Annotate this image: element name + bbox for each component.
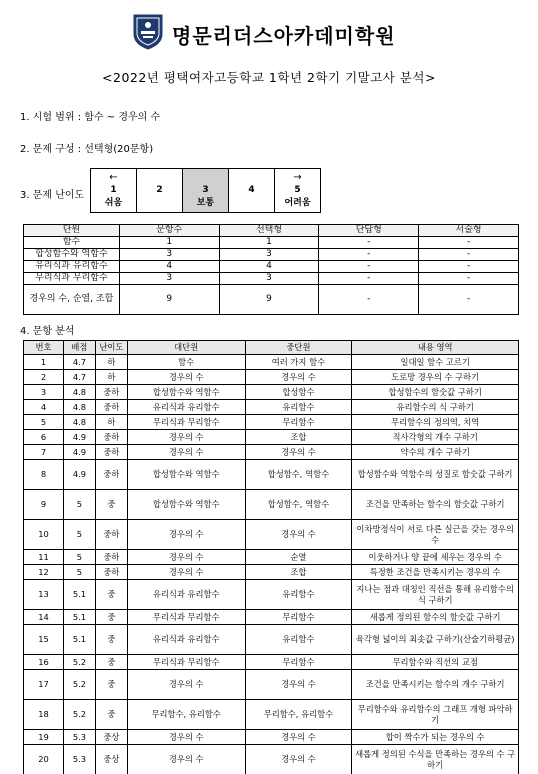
table-cell: 9 (24, 490, 64, 520)
table-cell: 3 (119, 273, 219, 285)
table-cell: 경우의 수 (127, 430, 245, 445)
table-cell: 중 (95, 655, 127, 670)
table-cell: 5.1 (63, 625, 95, 655)
table-cell: 14 (24, 610, 64, 625)
table-cell: 4.8 (63, 385, 95, 400)
table-cell: - (319, 273, 419, 285)
table-cell: 유리함수 (245, 400, 352, 415)
table-row (24, 745, 519, 774)
table-row (24, 490, 519, 520)
table-cell: 무리함수와 직선의 교점 (352, 655, 519, 670)
table-row (24, 249, 519, 261)
table-cell: 5 (63, 550, 95, 565)
difficulty-num: 2 (156, 185, 163, 195)
table-cell: 중 (95, 610, 127, 625)
table-cell: 합성함수와 역함수 (127, 460, 245, 490)
table-cell: 이차방정식이 서로 다른 실근을 갖는 경우의 수 (352, 520, 519, 550)
table-cell: 4.8 (63, 400, 95, 415)
table-row (24, 385, 519, 400)
table-cell: 중하 (95, 520, 127, 550)
table-cell: 1 (119, 237, 219, 249)
table-row (24, 520, 519, 550)
table-cell: 함수 (127, 355, 245, 370)
table-cell: 15 (24, 625, 64, 655)
difficulty-level-3 (183, 169, 229, 213)
table-cell: 경우의 수 (127, 520, 245, 550)
table-cell: 순열 (245, 550, 352, 565)
table-row (24, 550, 519, 565)
table-cell: 무리식과 무리함수 (127, 610, 245, 625)
table-cell: 무리함수 (245, 610, 352, 625)
table-cell: 4.9 (63, 445, 95, 460)
table-row (24, 580, 519, 610)
table-row (24, 370, 519, 385)
column-header: 문항수 (119, 225, 219, 237)
academy-logo-icon (132, 12, 164, 50)
table-row (24, 700, 519, 730)
table-cell: 무리함수, 유리함수 (127, 700, 245, 730)
table-row (24, 400, 519, 415)
table-cell: - (319, 249, 419, 261)
difficulty-num: 5 (294, 185, 301, 195)
table-cell: 합성함수 (245, 385, 352, 400)
table-cell: 3 (24, 385, 64, 400)
table-cell: - (419, 273, 519, 285)
table-cell: 합성함수와 역함수 (127, 385, 245, 400)
table-cell: 경우의 수 (127, 745, 245, 774)
table-cell: 육각형 넓이의 최솟값 구하기(산술기하평균) (352, 625, 519, 655)
table-row (24, 730, 519, 745)
table-cell: 합성함수, 역함수 (245, 490, 352, 520)
table-cell: 조합 (245, 565, 352, 580)
table-cell: 4.8 (63, 415, 95, 430)
table-cell: 유리함수 (245, 625, 352, 655)
table-cell: 9 (219, 285, 319, 315)
right-arrow-icon: → (293, 172, 302, 183)
table-cell: 합성함수와 역함수 (127, 490, 245, 520)
table-cell: 유리함수의 식 구하기 (352, 400, 519, 415)
table-cell: 경우의 수 (127, 550, 245, 565)
table-cell: 17 (24, 670, 64, 700)
table-cell: - (419, 249, 519, 261)
table-row (24, 445, 519, 460)
table-cell: 경우의 수 (245, 370, 352, 385)
question-composition: 2. 문제 구성 : 선택형(20문항) (20, 144, 154, 155)
table-row (24, 610, 519, 625)
table-cell: 경우의 수 (245, 445, 352, 460)
table-cell: 중하 (95, 550, 127, 565)
table-cell: 합성함수와 역함수 (24, 249, 120, 261)
table-cell: 4 (219, 261, 319, 273)
academy-name: 명문리더스아카데미학원 (172, 24, 396, 48)
table-cell: 4.9 (63, 460, 95, 490)
table-cell: 약수의 개수 구하기 (352, 445, 519, 460)
table-cell: 경우의 수 (127, 730, 245, 745)
table-cell: 새롭게 정의된 수식을 만족하는 경우의 수 구하기 (352, 745, 519, 774)
analysis-label: 4. 문항 분석 (20, 326, 75, 337)
table-cell: 도로망 경우의 수 구하기 (352, 370, 519, 385)
table-cell: 하 (95, 415, 127, 430)
left-arrow-icon: ← (109, 172, 118, 183)
table-cell: 5.1 (63, 580, 95, 610)
difficulty-text: 어려움 (284, 198, 311, 208)
difficulty-text: 보통 (196, 198, 215, 208)
table-cell: 함수 (24, 237, 120, 249)
column-header: 중단원 (245, 341, 352, 355)
table-header-row (24, 341, 519, 355)
table-cell: 중하 (95, 430, 127, 445)
header (0, 8, 538, 54)
table-cell: 3 (119, 249, 219, 261)
table-cell: 유리함수 (245, 580, 352, 610)
table-cell: 5 (63, 490, 95, 520)
spacer (183, 171, 228, 184)
table-cell: 10 (24, 520, 64, 550)
table-cell: 5 (24, 415, 64, 430)
table-cell: 유리식과 유리함수 (24, 261, 120, 273)
table-cell: 중상 (95, 745, 127, 774)
difficulty-level-1 (91, 169, 137, 213)
table-cell: 중하 (95, 400, 127, 415)
table-cell: 5.1 (63, 610, 95, 625)
table-cell: 5.2 (63, 655, 95, 670)
table-cell: - (419, 285, 519, 315)
difficulty-num: 4 (248, 185, 255, 195)
table-cell: 새롭게 정의된 함수의 함숫값 구하기 (352, 610, 519, 625)
table-row (24, 460, 519, 490)
table-row (24, 415, 519, 430)
table-cell: 조건을 만족시키는 함수의 개수 구하기 (352, 670, 519, 700)
table-row (24, 285, 519, 315)
table-cell: 지나는 점과 대칭인 직선을 통해 유리함수의 식 구하기 (352, 580, 519, 610)
column-header: 단원 (24, 225, 120, 237)
table-cell: 경우의 수 (245, 670, 352, 700)
column-header: 번호 (24, 341, 64, 355)
table-cell: 여러 가지 함수 (245, 355, 352, 370)
table-cell: 하 (95, 355, 127, 370)
table-cell: 합성함수와 역함수의 성질로 함숫값 구하기 (352, 460, 519, 490)
table-cell: 일대일 함수 고르기 (352, 355, 519, 370)
table-cell: 13 (24, 580, 64, 610)
table-cell: 1 (24, 355, 64, 370)
table-cell: - (319, 285, 419, 315)
table-row (24, 355, 519, 370)
table-cell: 20 (24, 745, 64, 774)
table-cell: 11 (24, 550, 64, 565)
column-header: 선택형 (219, 225, 319, 237)
table-row (24, 565, 519, 580)
table-cell: 중 (95, 625, 127, 655)
table-cell: 무리식과 무리함수 (127, 415, 245, 430)
exam-range: 1. 시험 범위 : 함수 ~ 경우의 수 (20, 112, 161, 123)
table-cell: 8 (24, 460, 64, 490)
table-cell: 조건을 만족하는 함수의 함숫값 구하기 (352, 490, 519, 520)
table-cell: 3 (219, 249, 319, 261)
table-cell: 중 (95, 700, 127, 730)
table-cell: 2 (24, 370, 64, 385)
table-cell: 이웃하거나 양 끝에 세우는 경우의 수 (352, 550, 519, 565)
table-cell: 무리함수, 유리함수 (245, 700, 352, 730)
table-cell: 경우의 수 (245, 745, 352, 774)
table-cell: 중 (95, 580, 127, 610)
column-header: 단답형 (319, 225, 419, 237)
table-cell: 조합 (245, 430, 352, 445)
table-cell: 무리함수 (245, 415, 352, 430)
table-row (24, 430, 519, 445)
table-cell: 중 (95, 670, 127, 700)
table-cell: 9 (119, 285, 219, 315)
table-cell: - (419, 261, 519, 273)
table-cell: 합이 짝수가 되는 경우의 수 (352, 730, 519, 745)
table-cell: 중하 (95, 460, 127, 490)
column-header: 난이도 (95, 341, 127, 355)
table-cell: 경우의 수 (245, 520, 352, 550)
table-cell: 5 (63, 565, 95, 580)
difficulty-label: 3. 문제 난이도 (20, 190, 85, 201)
table-cell: - (419, 237, 519, 249)
table-cell: 합성함수, 역함수 (245, 460, 352, 490)
table-cell: 4.7 (63, 370, 95, 385)
table-cell: 중하 (95, 385, 127, 400)
difficulty-level-4 (229, 169, 275, 213)
table-cell: 무리식과 무리함수 (127, 655, 245, 670)
table-row (24, 655, 519, 670)
table-cell: 5.3 (63, 730, 95, 745)
table-cell: 3 (219, 273, 319, 285)
table-cell: 경우의 수 (127, 565, 245, 580)
table-cell: 합성함수의 함숫값 구하기 (352, 385, 519, 400)
table-cell: 4 (24, 400, 64, 415)
difficulty-scale (90, 168, 321, 213)
table-row (24, 237, 519, 249)
table-cell: 중하 (95, 445, 127, 460)
table-cell: 5.2 (63, 700, 95, 730)
difficulty-level-2 (137, 169, 183, 213)
table-cell: 4.7 (63, 355, 95, 370)
table-cell: - (319, 261, 419, 273)
difficulty-num: 1 (110, 185, 117, 195)
table-cell: 중상 (95, 730, 127, 745)
table-cell: 경우의 수, 순열, 조합 (24, 285, 120, 315)
table-cell: 16 (24, 655, 64, 670)
column-header: 내용 영역 (352, 341, 519, 355)
table-cell: 경우의 수 (245, 730, 352, 745)
table-cell: 5.3 (63, 745, 95, 774)
table-cell: 유리식과 유리함수 (127, 625, 245, 655)
column-header: 배점 (63, 341, 95, 355)
table-cell: 경우의 수 (127, 370, 245, 385)
table-row (24, 625, 519, 655)
table-cell: 무리함수의 정의역, 치역 (352, 415, 519, 430)
table-cell: - (319, 237, 419, 249)
difficulty-num: 3 (202, 185, 209, 195)
table-cell: 4 (119, 261, 219, 273)
table-cell: 중 (95, 490, 127, 520)
table-cell: 무리식과 무리함수 (24, 273, 120, 285)
table-cell: 4.9 (63, 430, 95, 445)
table-cell: 7 (24, 445, 64, 460)
table-cell: 특정한 조건을 만족시키는 경우의 수 (352, 565, 519, 580)
table-cell: 직사각형의 개수 구하기 (352, 430, 519, 445)
table-cell: 유리식과 유리함수 (127, 580, 245, 610)
unit-summary-table (23, 224, 519, 315)
table-cell: 유리식과 유리함수 (127, 400, 245, 415)
table-cell: 경우의 수 (127, 670, 245, 700)
difficulty-text: 쉬움 (104, 198, 123, 208)
table-cell: 5.2 (63, 670, 95, 700)
table-cell: 6 (24, 430, 64, 445)
table-cell: 1 (219, 237, 319, 249)
column-header: 서술형 (419, 225, 519, 237)
table-cell: 19 (24, 730, 64, 745)
table-row (24, 273, 519, 285)
table-cell: 12 (24, 565, 64, 580)
page-title: <2022년 평택여자고등학교 1학년 2학기 기말고사 분석> (102, 70, 436, 85)
table-cell: 무리함수와 유리함수의 그래프 개형 파악하기 (352, 700, 519, 730)
question-analysis-table (23, 340, 519, 774)
table-cell: 하 (95, 370, 127, 385)
table-header-row (24, 225, 519, 237)
difficulty-level-5 (275, 169, 321, 213)
table-cell: 중하 (95, 565, 127, 580)
table-row (24, 261, 519, 273)
column-header: 대단원 (127, 341, 245, 355)
table-row (24, 670, 519, 700)
table-cell: 5 (63, 520, 95, 550)
table-cell: 무리함수 (245, 655, 352, 670)
table-cell: 18 (24, 700, 64, 730)
table-cell: 경우의 수 (127, 445, 245, 460)
